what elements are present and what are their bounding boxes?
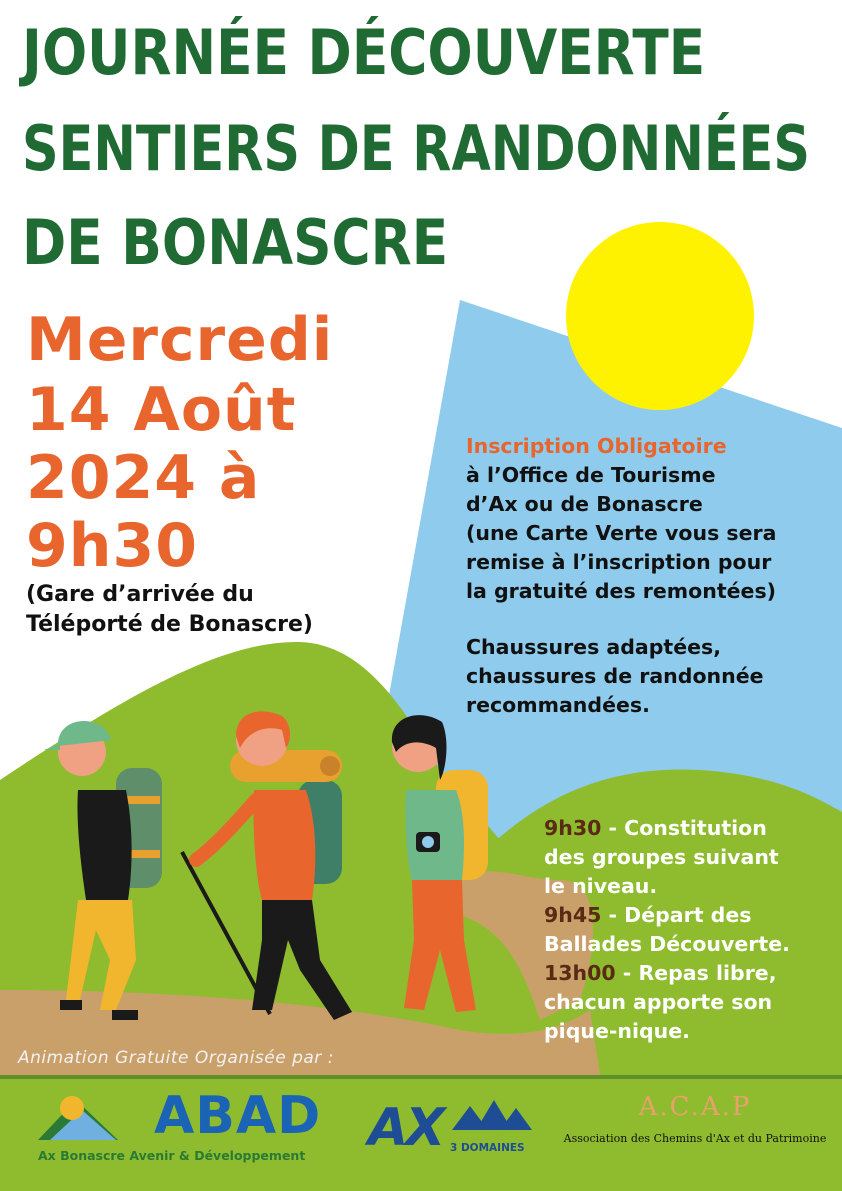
shoes-line: Chaussures adaptées, [466, 635, 722, 659]
schedule-text: Ballades Découverte. [544, 932, 790, 956]
date-day-month: 14 Août [26, 375, 297, 445]
schedule-item-2 [544, 901, 790, 930]
abad-logo-name: ABAD [154, 1086, 322, 1146]
schedule-item-1 [544, 814, 790, 843]
schedule-text: - Constitution [601, 816, 767, 840]
date-year: 2024 à [26, 443, 261, 513]
shoes-line: chaussures de randonnée [466, 664, 764, 688]
schedule-text: - Repas libre, [615, 961, 777, 985]
schedule-time: 9h45 [544, 903, 602, 927]
ax-3-domaines-logo [368, 1098, 538, 1164]
schedule-item-3 [544, 959, 790, 988]
registration-info [466, 432, 826, 720]
title-line-3: DE BONASCRE [22, 206, 449, 279]
abad-logo-tagline: Ax Bonascre Avenir & Développement [38, 1148, 306, 1163]
venue-line: (Gare d’arrivée du [26, 582, 254, 607]
registration-heading: Inscription Obligatoire [466, 434, 727, 458]
schedule-text: des groupes suivant [544, 845, 779, 869]
acap-logo-name: A.C.A.P [638, 1092, 752, 1122]
registration-line: remise à l’inscription pour [466, 550, 772, 574]
acap-logo [560, 1094, 830, 1164]
title-line-2: SENTIERS DE RANDONNÉES [22, 112, 810, 185]
schedule-text: pique-nique. [544, 1019, 690, 1043]
ax-logo-name: AX [368, 1098, 443, 1158]
schedule [544, 814, 790, 1046]
schedule-time: 9h30 [544, 816, 602, 840]
registration-line: d’Ax ou de Bonascre [466, 492, 703, 516]
registration-line: (une Carte Verte vous sera [466, 521, 777, 545]
title-line-1: JOURNÉE DÉCOUVERTE [22, 16, 706, 89]
schedule-time: 13h00 [544, 961, 616, 985]
abad-logo [36, 1086, 336, 1170]
organised-by-label: Animation Gratuite Organisée par : [18, 1048, 334, 1068]
schedule-text: - Départ des [601, 903, 752, 927]
registration-line: la gratuité des remontées) [466, 579, 777, 603]
date-time: 9h30 [26, 511, 198, 581]
schedule-text: chacun apporte son [544, 990, 773, 1014]
shoes-line: recommandées. [466, 693, 650, 717]
venue-text [26, 580, 313, 640]
date-weekday: Mercredi [26, 305, 334, 375]
acap-logo-tagline: Association des Chemins d'Ax et du Patrimoine [563, 1132, 827, 1145]
registration-line: à l’Office de Tourisme [466, 463, 716, 487]
schedule-text: le niveau. [544, 874, 658, 898]
venue-line: Téléporté de Bonascre) [26, 612, 313, 637]
ax-logo-tagline: 3 DOMAINES [450, 1142, 525, 1154]
sun [566, 222, 754, 410]
